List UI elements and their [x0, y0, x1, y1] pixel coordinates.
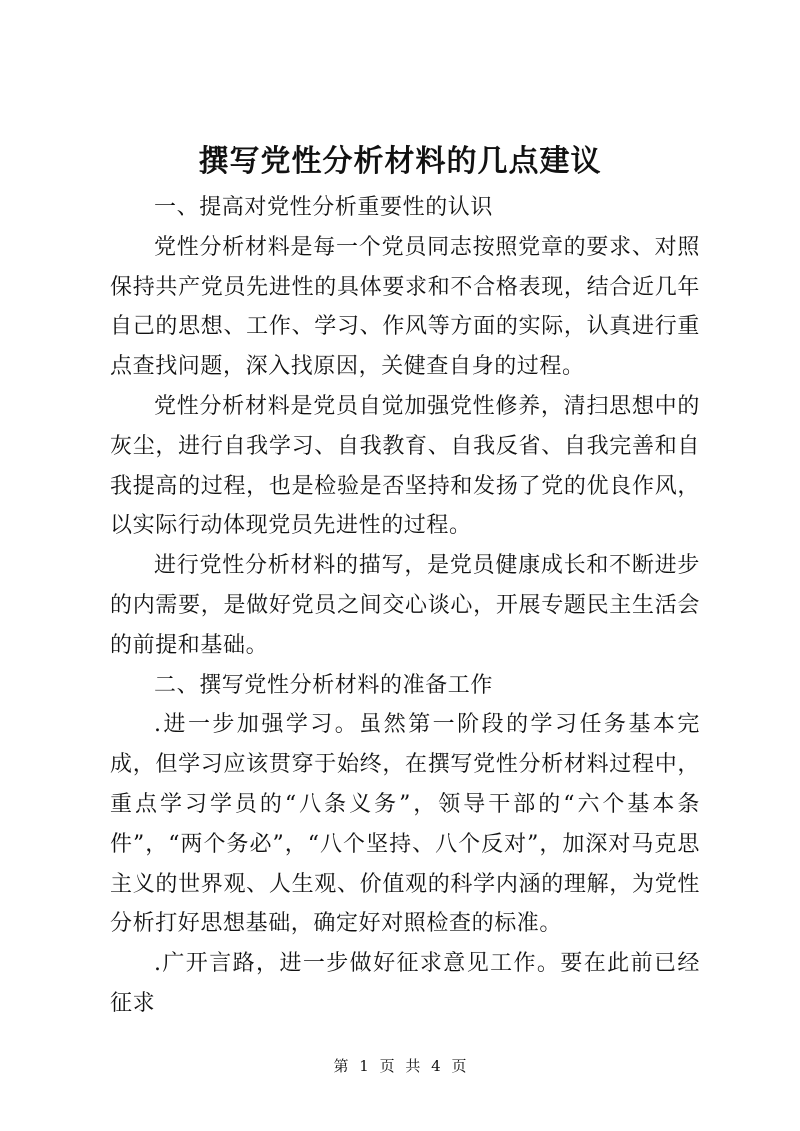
paragraph-5: .广开言路，进一步做好征求意见工作。要在此前已经征求 — [110, 951, 700, 1016]
document-title: 撰写党性分析材料的几点建议 — [198, 144, 602, 179]
section-heading-2: 二、撰写党性分析材料的准备工作 — [154, 672, 494, 698]
paragraph-1: 党性分析材料是每一个党员同志按照党章的要求、对照保持共产党员先进性的具体要求和不合格表现，结合近几年自己的思想、工作、学习、作风等方面的实际，认真进行重点查找问题，深入找原因，关健查自身的过程。 — [110, 234, 700, 380]
page-footer: 第 1 页 共 4 页 — [333, 1057, 467, 1075]
document-body — [110, 188, 700, 1024]
section-heading-1: 一、提高对党性分析重要性的认识 — [154, 195, 494, 220]
paragraph-2: 党性分析材料是党员自觉加强党性修养，清扫思想中的灰尘，进行自我学习、自我教育、自我反省、自我完善和自我提高的过程，也是检验是否坚持和发扬了党的优良作风，以实际行动体现党员先进性的过程。 — [110, 393, 700, 539]
paragraph-3: 进行党性分析材料的描写，是党员健康成长和不断进步的内需要，是做好党员之间交心谈心，开展专题民主生活会的前提和基础。 — [110, 553, 700, 658]
paragraph-4: .进一步加强学习。虽然第一阶段的学习任务基本完成，但学习应该贯穿于始终，在撰写党性分析材料过程中，重点学习学员的“八条义务”，领导干部的“六个基本条件”，“两个务必”，“八个坚持、八个反对”，加深对马克思主义的世界观、人生观、价值观的科学内涵的理解，为党性分析打好思想基础，确定好对照检查的标准。 — [110, 712, 700, 937]
